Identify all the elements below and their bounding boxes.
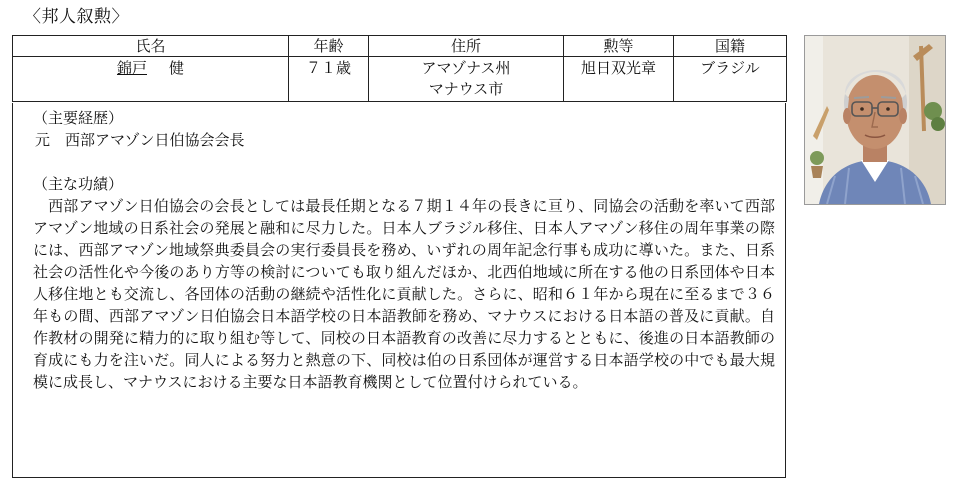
address-line-2: マナウス市	[428, 80, 504, 98]
value-decoration: 旭日双光章	[564, 57, 674, 102]
value-age: ７１歳	[289, 57, 369, 102]
achievements-title: （主な功績）	[33, 175, 124, 193]
section-heading: 〈邦人叙勲〉	[24, 7, 129, 27]
value-address	[369, 57, 564, 102]
table-header-row	[13, 36, 787, 57]
value-nationality: ブラジル	[674, 57, 787, 102]
header-nationality: 国籍	[674, 36, 787, 57]
header-age: 年齢	[289, 36, 369, 57]
career-text: 元 西部アマゾン日伯協会会長	[35, 131, 245, 149]
career-title: （主要経歴）	[33, 109, 124, 127]
address-line-1: アマゾナス州	[421, 59, 511, 77]
header-address: 住所	[369, 36, 564, 57]
portrait-photo	[804, 35, 946, 205]
family-name: 錦戸	[116, 59, 147, 77]
given-name: 健	[169, 59, 185, 77]
value-name	[13, 57, 289, 102]
recipient-info-table	[12, 35, 787, 102]
header-decoration: 勲等	[564, 36, 674, 57]
achievements-text: 西部アマゾン日伯協会の会長としては最長任期となる７期１４年の長きに亘り、同協会の活動を率いて西部アマゾン地域の日系社会の発展と融和に尽力した。日本人ブラジル移住、日本人アマゾン移住の周年事業の際には、西部アマゾン地域祭典委員会の実行委員長を務め、いずれの周年記念行事も成功に導いた。また、日系社会の活性化や今後のあり方等の検討についても取り組んだほか、北西伯地域に所在する他の日系団体や日本人移住地とも交流し、各団体の活動の継続や活性化に貢献した。さらに、昭和６１年から現在に至るまで３６年もの間、西部アマゾン日伯協会日本語学校の日本語教師を務め、マナウスにおける日本語の普及に貢献。自作教材の開発に精力的に取り組む等して、同校の日本語教育の改善に尽力するとともに、後進の日本語教師の育成にも力を注いだ。同人による努力と熱意の下、同校は伯の日系団体が運営する日本語学校の中でも最大規模に成長し、マナウスにおける主要な日本語教育機関として位置付けられている。	[33, 197, 775, 391]
portrait-illustration	[805, 36, 945, 204]
table-value-row	[13, 57, 787, 102]
header-name: 氏名	[13, 36, 289, 57]
biography-box	[12, 103, 786, 478]
